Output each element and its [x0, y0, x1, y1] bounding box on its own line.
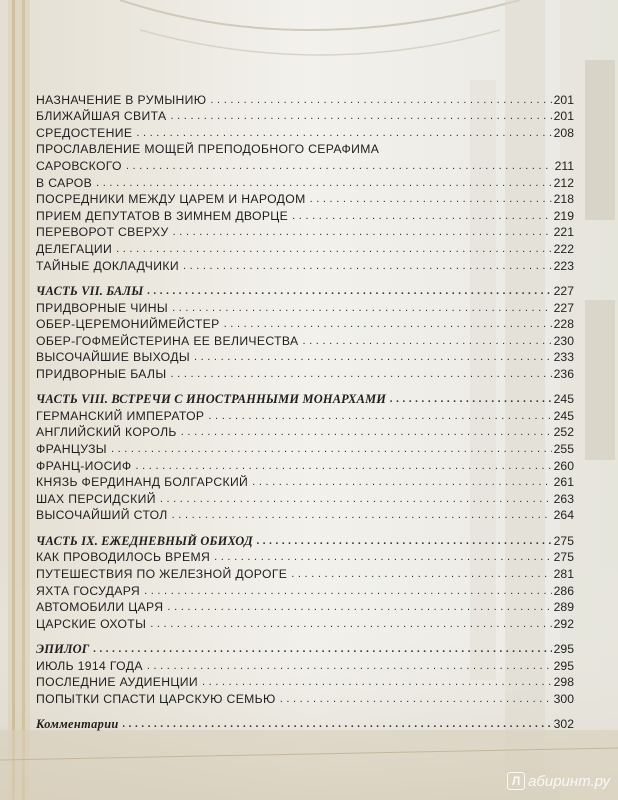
entry-title: ПРИДВОРНЫЕ ЧИНЫ — [36, 300, 169, 315]
entry-title: ВЫСОЧАЙШИЙ СТОЛ — [36, 508, 168, 523]
entry-title: ОБЕР-ЦЕРЕМОНИЙМЕЙСТЕР — [36, 317, 220, 332]
dot-leader — [111, 442, 552, 457]
page-number: 275 — [553, 550, 574, 565]
dot-leader — [147, 659, 552, 674]
page-number: 212 — [553, 175, 574, 190]
toc-entry[interactable] — [36, 349, 574, 366]
toc-entry[interactable] — [36, 299, 574, 316]
entry-title: АВТОМОБИЛИ ЦАРЯ — [36, 600, 164, 615]
dot-leader — [181, 425, 552, 440]
page-number: 252 — [553, 425, 574, 440]
page-number: 230 — [553, 333, 574, 348]
dot-leader — [150, 617, 551, 632]
dot-leader — [147, 284, 551, 299]
page-number: 201 — [553, 109, 574, 124]
toc-entry[interactable] — [36, 224, 574, 241]
entry-title: ШАХ ПЕРСИДСКИЙ — [36, 491, 156, 506]
page-number: 227 — [553, 300, 574, 315]
dot-leader — [172, 508, 552, 523]
dot-leader — [202, 675, 552, 690]
page-number: 263 — [553, 491, 574, 506]
part-title: ЧАСТЬ IX. ЕЖЕДНЕВНЫЙ ОБИХОД — [36, 533, 253, 548]
page-number: 255 — [553, 442, 574, 457]
entry-title: ДЕЛЕГАЦИИ — [36, 241, 113, 256]
entry-title: ФРАНЦУЗЫ — [36, 442, 107, 457]
toc-entry[interactable] — [36, 615, 574, 632]
entry-title: КНЯЗЬ ФЕРДИНАНД БОЛГАРСКИЙ — [36, 475, 249, 490]
entry-title: КАК ПРОВОДИЛОСЬ ВРЕМЯ — [36, 550, 211, 565]
toc-entry[interactable] — [36, 141, 574, 158]
entry-title: ПРИЕМ ДЕПУТАТОВ В ЗИМНЕМ ДВОРЦЕ — [36, 208, 289, 223]
page-number: 286 — [553, 583, 574, 598]
toc-entry[interactable] — [36, 108, 574, 125]
toc-entry[interactable] — [36, 91, 574, 108]
toc-entry[interactable] — [36, 582, 574, 599]
page-number: 264 — [553, 508, 574, 523]
dot-leader — [224, 317, 552, 332]
page-number: 218 — [553, 192, 574, 207]
toc-entry[interactable] — [36, 407, 574, 424]
page-number: 261 — [553, 475, 574, 490]
dot-leader — [171, 367, 552, 382]
entry-title: ПРИДВОРНЫЕ БАЛЫ — [36, 366, 167, 381]
toc-entry[interactable] — [36, 174, 574, 191]
page-number: 302 — [553, 717, 574, 732]
entry-title: ПОСЛЕДНИЕ АУДИЕНЦИИ — [36, 675, 199, 690]
dot-leader — [93, 642, 551, 657]
page-number: 260 — [553, 458, 574, 473]
page-number: 211 — [554, 158, 574, 173]
entry-title: ПЕРЕВОРОТ СВЕРХУ — [36, 225, 169, 240]
part-heading[interactable] — [36, 282, 574, 299]
entry-title: В САРОВ — [36, 175, 93, 190]
dot-leader — [167, 600, 551, 615]
toc-entry[interactable] — [36, 507, 574, 524]
dot-leader — [280, 692, 552, 707]
part-heading[interactable] — [36, 532, 574, 549]
entry-title: ВЫСОЧАЙШИЕ ВЫХОДЫ — [36, 350, 190, 365]
page-number: 233 — [553, 350, 574, 365]
dot-leader — [183, 259, 552, 274]
dot-leader — [136, 126, 551, 141]
entry-title: ПОПЫТКИ СПАСТИ ЦАРСКУЮ СЕМЬЮ — [36, 691, 276, 706]
toc-entry[interactable] — [36, 157, 574, 174]
entry-title: ГЕРМАНСКИЙ ИМПЕРАТОР — [36, 408, 205, 423]
dot-leader — [136, 459, 552, 474]
dot-leader — [292, 209, 552, 224]
dot-leader — [160, 492, 552, 507]
page-number: 222 — [553, 241, 574, 256]
comments-title: Комментарии — [36, 717, 119, 732]
dot-leader — [390, 392, 552, 407]
page-number: 219 — [553, 208, 574, 223]
entry-title: САРОВСКОГО — [36, 158, 122, 173]
toc-entry[interactable] — [36, 474, 574, 491]
part-title: ЧАСТЬ VIII. ВСТРЕЧИ С ИНОСТРАННЫМИ МОНАРХАМИ — [36, 392, 387, 407]
toc-entry[interactable] — [36, 440, 574, 457]
page-number: 289 — [553, 600, 574, 615]
part-heading[interactable] — [36, 391, 574, 408]
entry-title: ПУТЕШЕСТВИЯ ПО ЖЕЛЕЗНОЙ ДОРОГЕ — [36, 567, 288, 582]
dot-leader — [126, 159, 553, 174]
toc-entry[interactable] — [36, 549, 574, 566]
toc-entry[interactable] — [36, 191, 574, 208]
entry-title: ПРОСЛАВЛЕНИЕ МОЩЕЙ ПРЕПОДОБНОГО СЕРАФИМА — [36, 142, 380, 157]
dot-leader — [173, 225, 552, 240]
entry-title: АНГЛИЙСКИЙ КОРОЛЬ — [36, 425, 177, 440]
table-of-contents — [36, 91, 574, 732]
page-number: 208 — [553, 125, 574, 140]
dot-leader — [96, 176, 552, 191]
toc-entry[interactable] — [36, 657, 574, 674]
toc-entry[interactable] — [36, 124, 574, 141]
page-number: 236 — [553, 366, 574, 381]
dot-leader — [252, 475, 551, 490]
toc-entry[interactable] — [36, 257, 574, 274]
entry-title: СРЕДОСТЕНИЕ — [36, 125, 133, 140]
page-number: 295 — [553, 642, 574, 657]
page-number: 221 — [553, 225, 574, 240]
part-title: ЧАСТЬ VII. БАЛЫ — [36, 283, 144, 298]
page-number: 300 — [553, 691, 574, 706]
dot-leader — [291, 567, 551, 582]
toc-entry[interactable] — [36, 599, 574, 616]
toc-entry[interactable] — [36, 424, 574, 441]
watermark-text: абиринт.ру — [528, 772, 610, 790]
page-number: 275 — [553, 533, 574, 548]
dot-leader — [123, 717, 552, 732]
page-number: 292 — [553, 616, 574, 631]
dot-leader — [302, 334, 551, 349]
entry-title: ОБЕР-ГОФМЕЙСТЕРИНА ЕЕ ВЕЛИЧЕСТВА — [36, 333, 299, 348]
page-number: 227 — [553, 283, 574, 298]
page-number: 281 — [553, 567, 574, 582]
toc-entry[interactable] — [36, 457, 574, 474]
epilogue-heading[interactable] — [36, 641, 574, 658]
page-number: 245 — [553, 408, 574, 423]
dot-leader — [310, 192, 552, 207]
labirint-logo-icon: Л — [507, 772, 525, 790]
page-number: 201 — [553, 92, 574, 107]
entry-title: ПОСРЕДНИКИ МЕЖДУ ЦАРЕМ И НАРОДОМ — [36, 192, 306, 207]
page-number: 298 — [553, 675, 574, 690]
page-number: 228 — [553, 317, 574, 332]
page-number: 223 — [553, 258, 574, 273]
epilogue-title: ЭПИЛОГ — [36, 642, 90, 657]
entry-title: НАЗНАЧЕНИЕ В РУМЫНИЮ — [36, 92, 207, 107]
comments-entry[interactable] — [36, 716, 574, 733]
dot-leader — [257, 534, 552, 549]
toc-entry[interactable] — [36, 207, 574, 224]
entry-title: БЛИЖАЙШАЯ СВИТА — [36, 109, 167, 124]
page-number: 245 — [553, 392, 574, 407]
toc-entry[interactable] — [36, 332, 574, 349]
page-number: 295 — [553, 658, 574, 673]
toc-entry[interactable] — [36, 690, 574, 707]
dot-leader — [116, 242, 552, 257]
toc-entry[interactable] — [36, 674, 574, 691]
dot-leader — [144, 584, 552, 599]
toc-entry[interactable] — [36, 490, 574, 507]
dot-leader — [171, 109, 552, 124]
dot-leader — [208, 409, 551, 424]
toc-entry[interactable] — [36, 316, 574, 333]
dot-leader — [210, 93, 551, 108]
dot-leader — [194, 350, 552, 365]
entry-title: ЯХТА ГОСУДАРЯ — [36, 583, 141, 598]
entry-title: ТАЙНЫЕ ДОКЛАДЧИКИ — [36, 258, 179, 273]
toc-entry[interactable] — [36, 240, 574, 257]
labirint-watermark — [507, 772, 610, 790]
entry-title: ФРАНЦ-ИОСИФ — [36, 458, 132, 473]
entry-title: ИЮЛЬ 1914 ГОДА — [36, 658, 143, 673]
dot-leader — [214, 550, 552, 565]
entry-title: ЦАРСКИЕ ОХОТЫ — [36, 616, 147, 631]
toc-entry[interactable] — [36, 365, 574, 382]
dot-leader — [172, 301, 552, 316]
toc-entry[interactable] — [36, 565, 574, 582]
